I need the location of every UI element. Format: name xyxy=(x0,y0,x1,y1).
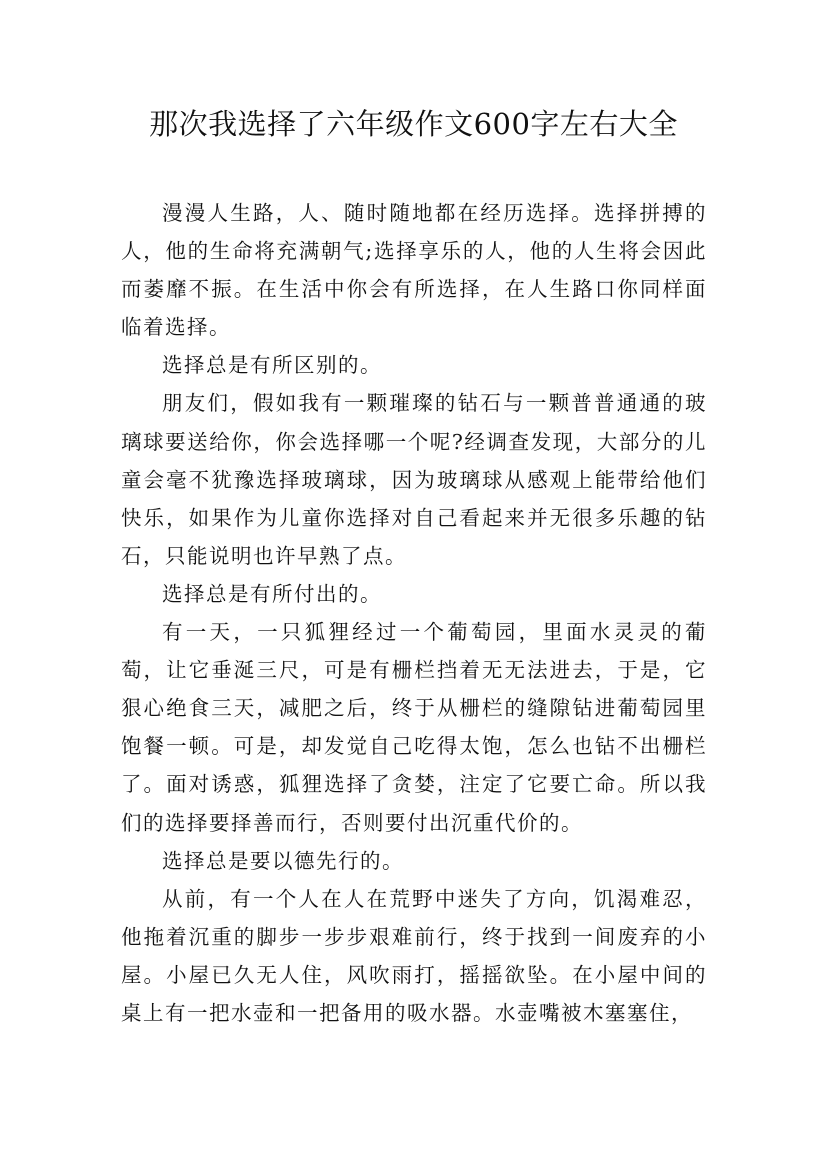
paragraph-intro: 漫漫人生路，人、随时随地都在经历选择。选择拼搏的人，他的生命将充满朝气;选择享乐的人，他的人生将会因此而萎靡不振。在生活中你会有所选择，在人生路口你同样面临着选择。 xyxy=(121,201,707,340)
document-title: 那次我选择了六年级作文600字左右大全 xyxy=(149,107,678,141)
paragraph-heading-cost: 选择总是有所付出的。 xyxy=(162,581,382,606)
paragraph-heading-virtue: 选择总是要以德先行的。 xyxy=(162,848,404,873)
paragraph-desert-story: 从前，有一个人在人在荒野中迷失了方向，饥渴难忍，他拖着沉重的脚步一步步艰难前行，终于找到一间废弃的小屋。小屋已久无人住，风吹雨打，摇摇欲坠。在小屋中间的桌上有一把水壶和一把备用的吸水器。水壶嘴被木塞塞住， xyxy=(121,886,707,1025)
paragraph-fox-story: 有一天，一只狐狸经过一个葡萄园，里面水灵灵的葡萄，让它垂涎三尺，可是有栅栏挡着无无法进去，于是，它狠心绝食三天，减肥之后，终于从栅栏的缝隙钻进葡萄园里饱餐一顿。可是，却发觉自己吃得太饱，怎么也钻不出栅栏了。面对诱惑，狐狸选择了贪婪，注定了它要亡命。所以我们的选择要择善而行，否则要付出沉重代价的。 xyxy=(121,620,707,835)
paragraph-diamond-story: 朋友们，假如我有一颗璀璨的钻石与一颗普普通通的玻璃球要送给你，你会选择哪一个呢?经调查发现，大部分的儿童会毫不犹豫选择玻璃球，因为玻璃球从感观上能带给他们快乐，如果作为儿童你选择对自己看起来并无很多乐趣的钻石，只能说明也许早熟了点。 xyxy=(121,391,707,568)
document-body xyxy=(121,194,707,1032)
paragraph-heading-difference: 选择总是有所区别的。 xyxy=(162,353,382,378)
